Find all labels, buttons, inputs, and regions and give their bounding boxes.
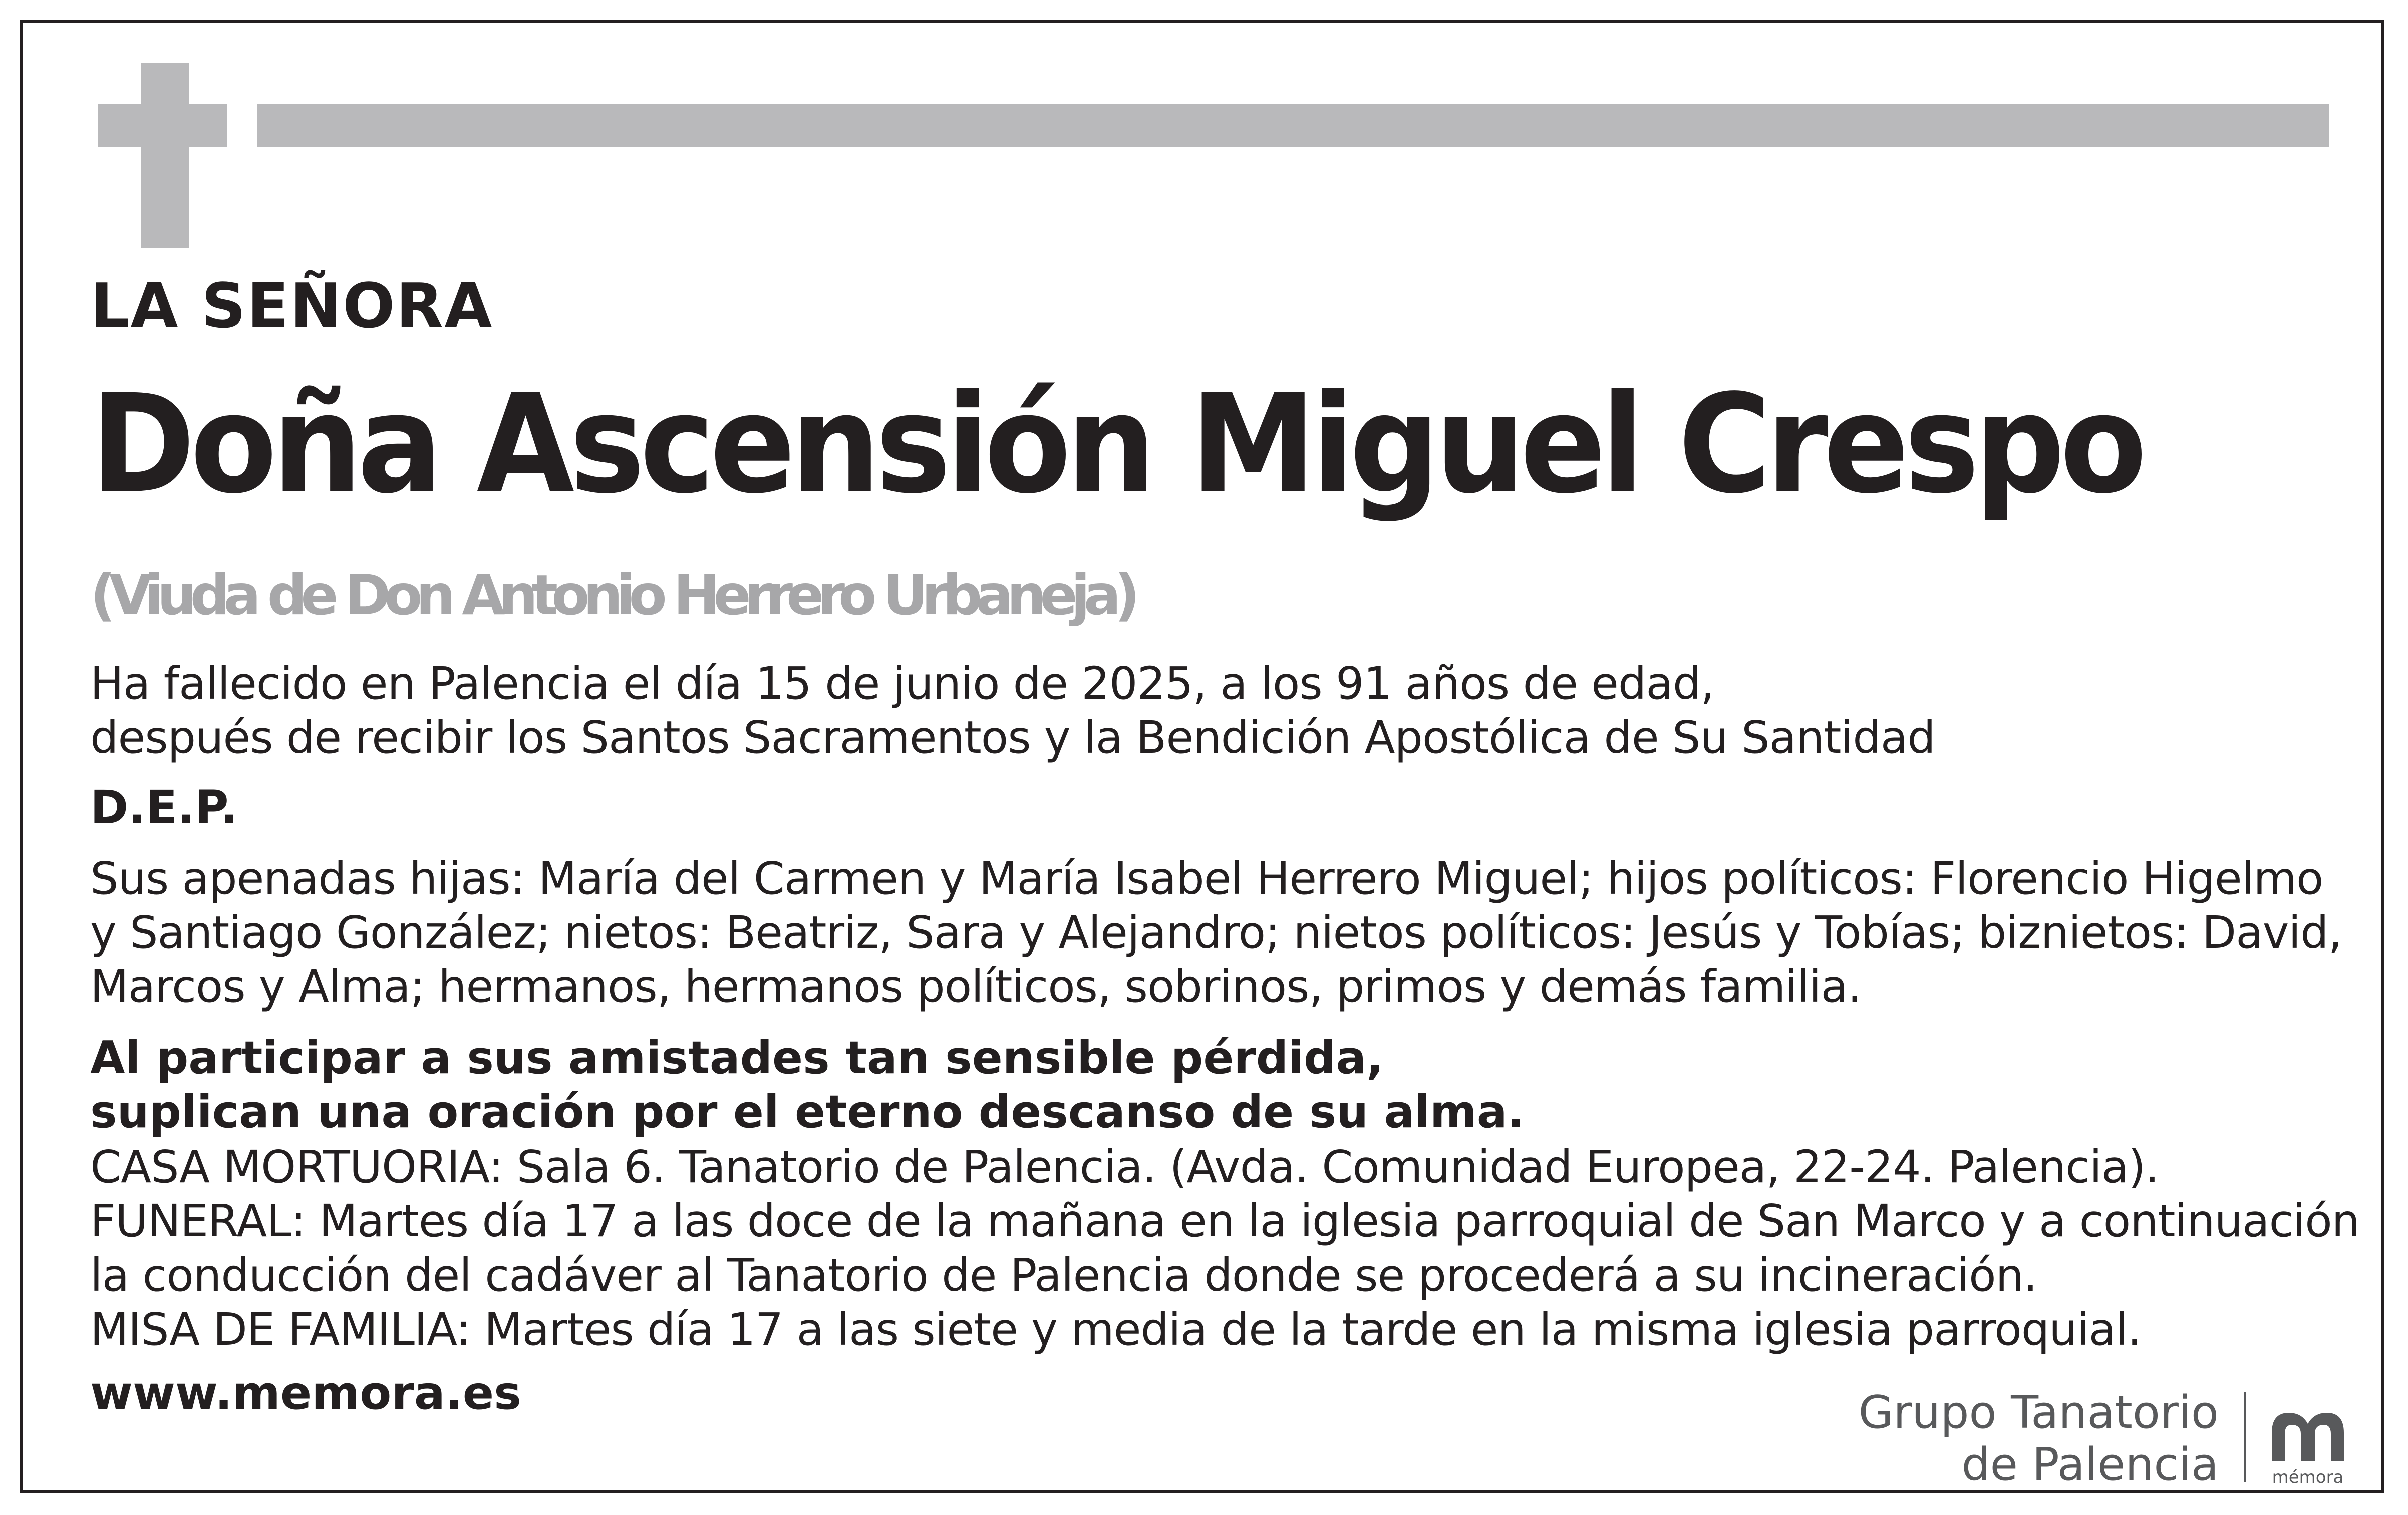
funeral-home-line: Grupo Tanatorio [1858, 1386, 2219, 1439]
funeral-line: FUNERAL: Martes día 17 a las doce de la mañana en la iglesia parroquial de San Marco y a continuación [90, 1195, 2360, 1247]
appeal-line: Al participar a sus amistades tan sensible pérdida, [90, 1032, 1384, 1084]
appeal-line: suplican una oración por el eterno descanso de su alma. [90, 1086, 1525, 1138]
funeral-home-name [1859, 1387, 2219, 1491]
cross-icon-arm [98, 104, 227, 147]
deceased-name: Doña Ascensión Miguel Crespo [90, 366, 2142, 524]
family-line: Sus apenadas hijas: María del Carmen y María Isabel Herrero Miguel; hijos políticos: Florencio Higelmo [90, 852, 2323, 904]
funeral-arrangements [90, 1140, 2359, 1356]
death-announcement [90, 656, 1935, 765]
funeral-line-continued: la conducción del cadáver al Tanatorio de Palencia donde se procederá a su incineración. [90, 1249, 2037, 1301]
announcement-line: después de recibir los Santos Sacramentos y la Bendición Apostólica de Su Santidad [90, 711, 1935, 764]
rip-label: D.E.P. [90, 781, 238, 834]
mortuary-line: CASA MORTUORIA: Sala 6. Tanatorio de Palencia. (Avda. Comunidad Europea, 22-24. Palencia). [90, 1141, 2159, 1193]
family-list [90, 851, 2342, 1014]
cross-icon [141, 63, 189, 248]
memora-m-mark [2272, 1413, 2344, 1461]
website-link[interactable]: www.memora.es [90, 1366, 521, 1420]
memora-logo-icon [2263, 1402, 2353, 1487]
memora-logo-text: mémora [2272, 1467, 2344, 1487]
header-rule [257, 104, 2329, 147]
family-line: y Santiago González; nietos: Beatriz, Sara y Alejandro; nietos políticos: Jesús y Tobías; biznietos: David, [90, 906, 2342, 958]
family-line: Marcos y Alma; hermanos, hermanos políticos, sobrinos, primos y demás familia. [90, 960, 1862, 1013]
prayer-appeal [90, 1031, 1525, 1139]
announcement-line: Ha fallecido en Palencia el día 15 de junio de 2025, a los 91 años de edad, [90, 657, 1714, 709]
widow-note: (Viuda de Don Antonio Herrero Urbaneja) [90, 563, 1134, 628]
funeral-home-line: de Palencia [1961, 1438, 2219, 1491]
honorific-label: LA SEÑORA [90, 271, 493, 342]
footer-divider [2244, 1392, 2246, 1482]
family-mass-line: MISA DE FAMILIA: Martes día 17 a las siete y media de la tarde en la misma iglesia parroquial. [90, 1303, 2141, 1355]
